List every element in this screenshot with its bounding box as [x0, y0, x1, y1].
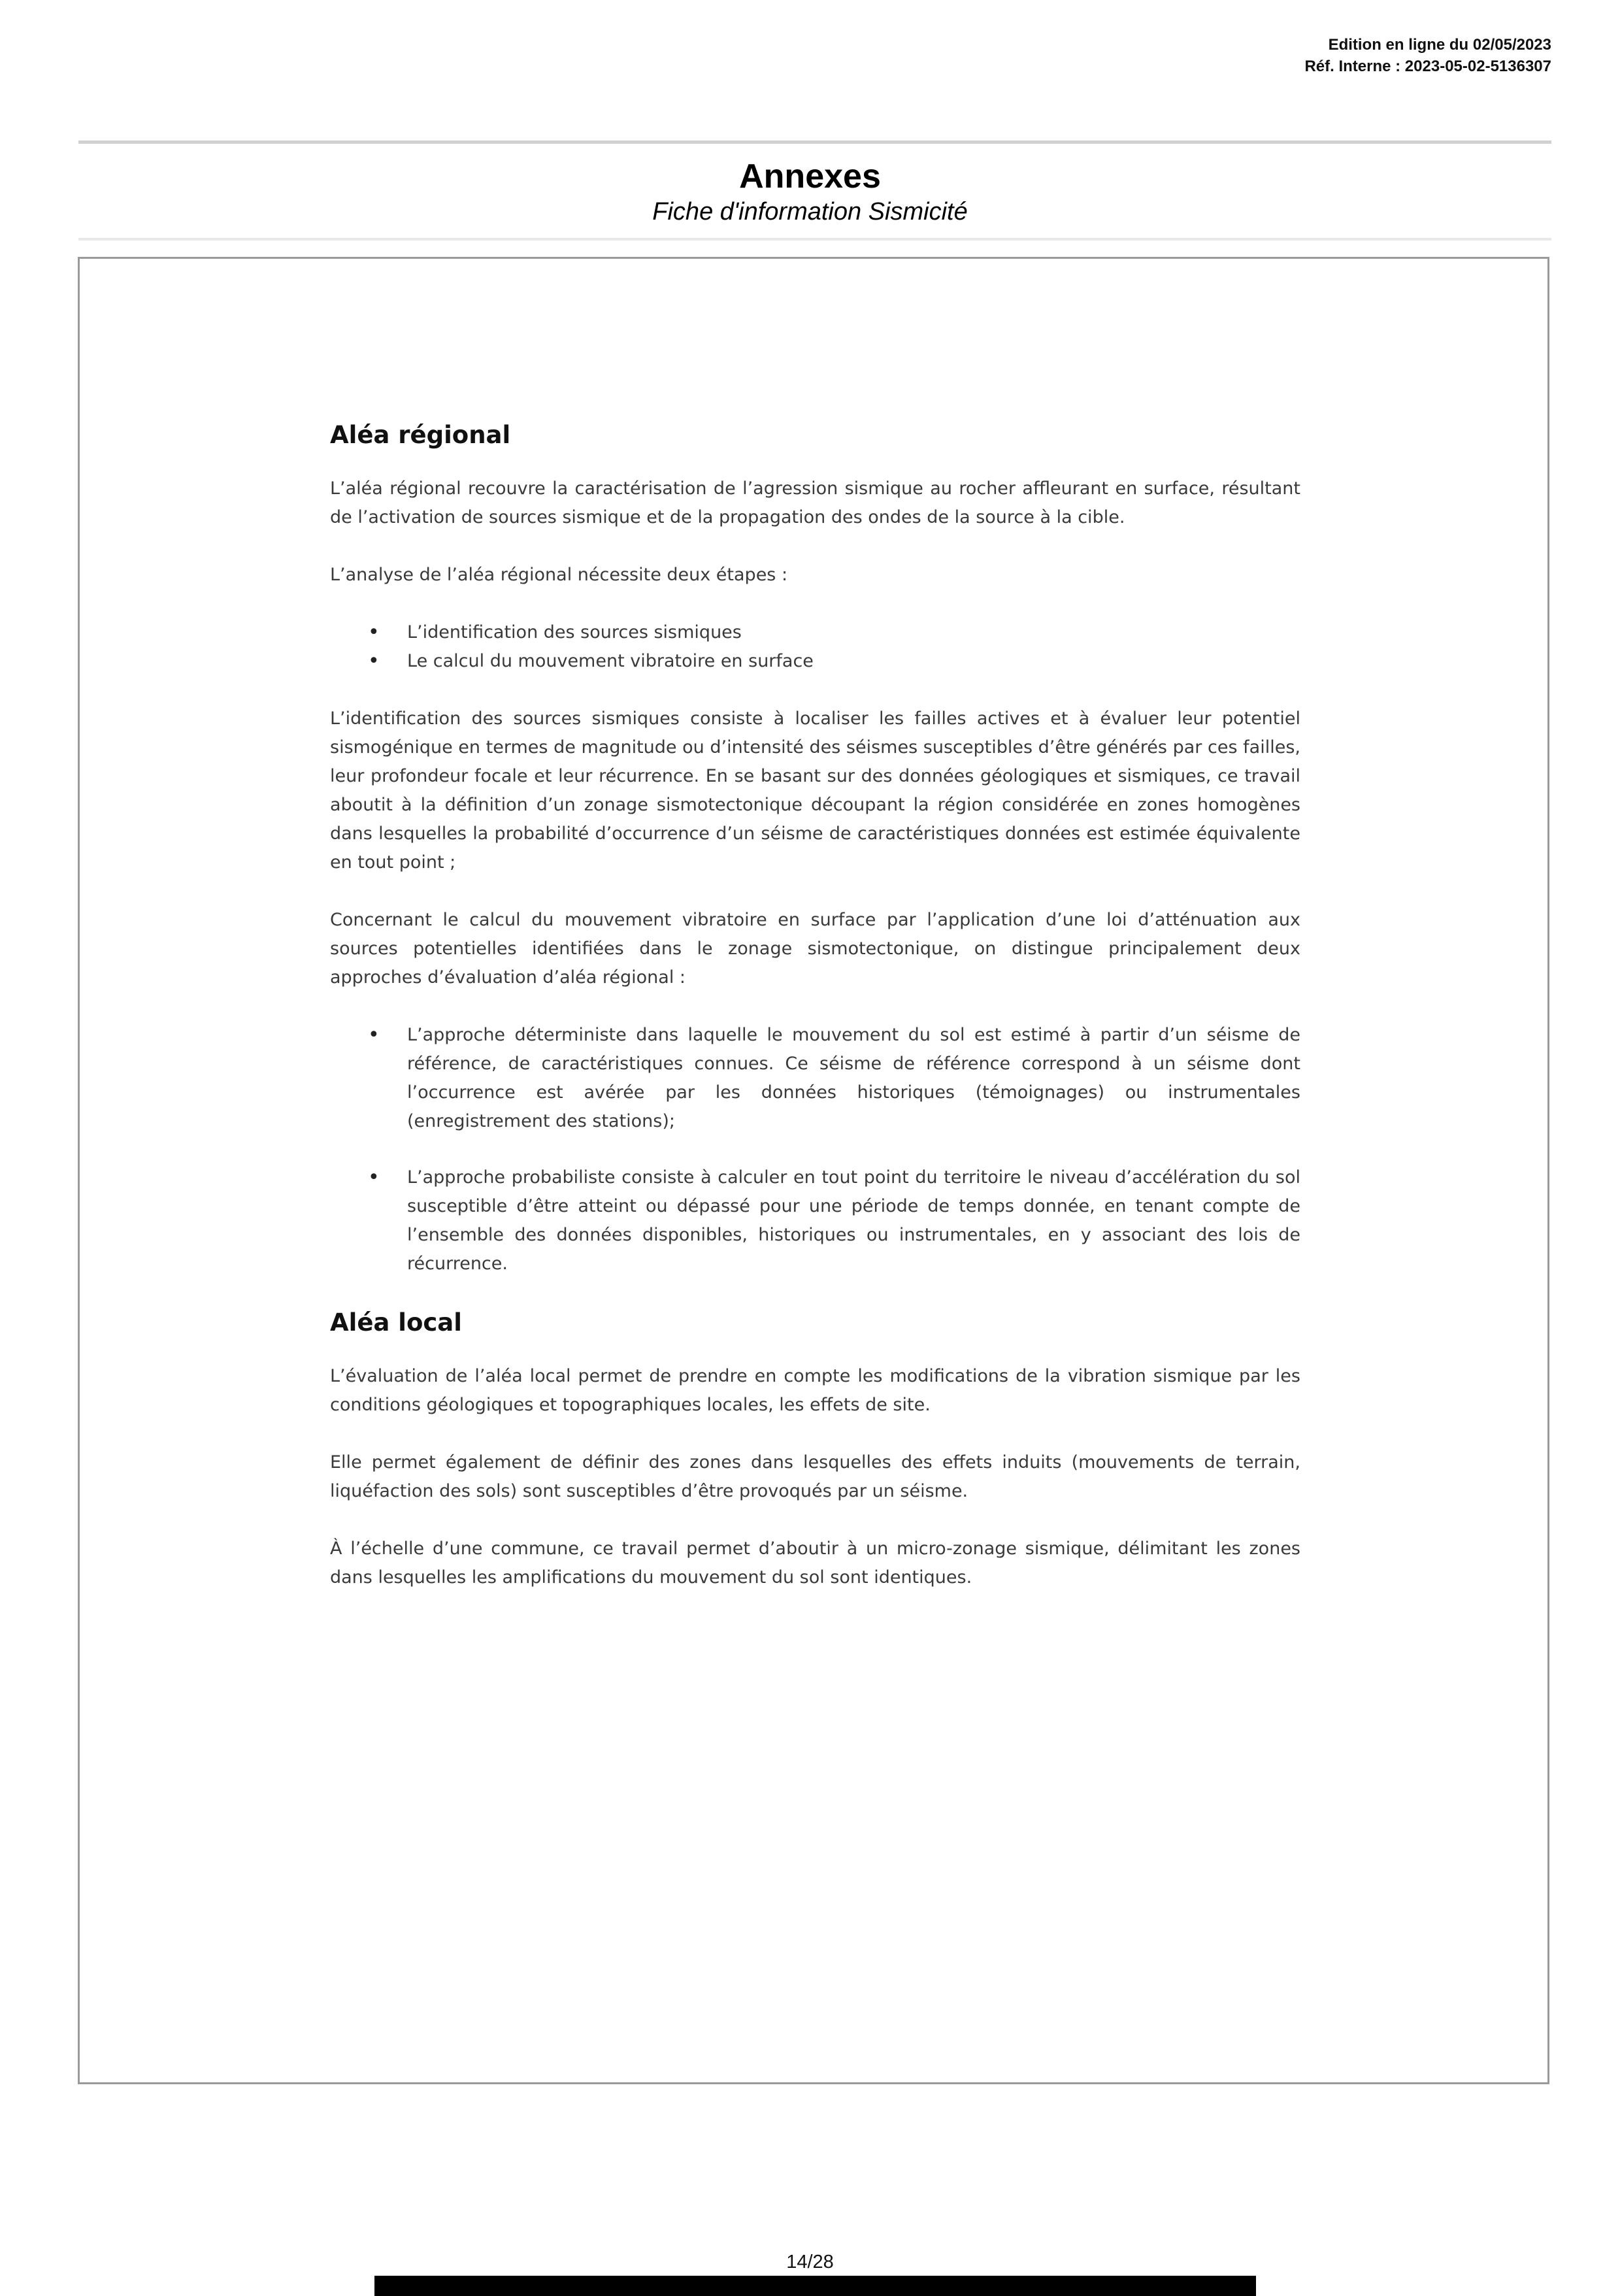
steps-list — [330, 618, 1300, 676]
page-title: Annexes — [739, 158, 881, 195]
list-item: • L’approche probabiliste consiste à calculer en tout point du territoire le niveau d’accélération du sol susceptible d’être atteint ou dépassé pour une période de temps donnée, en tenant compte de l’ensemble des données disponibles, historiques ou instrumentales, en y associant des lois de récurrence. — [407, 1163, 1300, 1278]
internal-reference: Réf. Interne : 2023-05-02-5136307 — [1304, 58, 1551, 75]
header-divider-bottom — [78, 238, 1551, 241]
section-heading-local: Aléa local — [330, 1308, 462, 1337]
paragraph: Concernant le calcul du mouvement vibratoire en surface par l’application d’une loi d’atténuation aux sources potentielles identifiées dans le zonage sismotectonique, on distingue principalement deux approches d’évaluation d’aléa régional : — [330, 910, 1300, 988]
list-item: • L’approche déterministe dans laquelle le mouvement du sol est estimé à partir d’un séisme de référence, de caractéristiques connues. Ce séisme de référence correspond à un séisme dont l’occurrence est avérée par les données historiques (témoignages) ou instrumentales (enregistrement des stations); — [407, 1021, 1300, 1136]
paragraph: À l’échelle d’une commune, ce travail permet d’aboutir à un micro-zonage sismique, délimitant les zones dans lesquelles les amplifications du mouvement du sol sont identiques. — [330, 1539, 1300, 1588]
paragraph: L’analyse de l’aléa régional nécessite deux étapes : — [330, 565, 788, 585]
paragraph: L’aléa régional recouvre la caractérisation de l’agression sismique au rocher affleurant en surface, résultant de l’activation de sources sismique et de la propagation des ondes de la source à la cible. — [330, 478, 1300, 527]
approaches-list — [330, 1021, 1300, 1278]
list-item: • Le calcul du mouvement vibratoire en surface — [407, 647, 1300, 676]
list-item: • L’identification des sources sismiques — [407, 618, 1300, 647]
footer-bar — [374, 2276, 1256, 2296]
header-divider-top — [78, 141, 1551, 144]
paragraph: Elle permet également de définir des zones dans lesquelles des effets induits (mouvements de terrain, liquéfaction des sols) sont susceptibles d’être provoqués par un séisme. — [330, 1452, 1300, 1501]
paragraph: L’identification des sources sismiques consiste à localiser les failles actives et à évaluer leur potentiel sismogénique en termes de magnitude ou d’intensité des séismes susceptibles d’être générés par ces failles, leur profondeur focale et leur récurrence. En se basant sur des données géologiques et sismiques, ce travail aboutit à la définition d’un zonage sismotectonique découpant la région considérée en zones homogènes dans lesquelles la probabilité d’occurrence d’un séisme de caractéristiques données est estimée équivalente en tout point ; — [330, 708, 1300, 873]
page-subtitle: Fiche d'information Sismicité — [652, 198, 968, 225]
document-meta — [1304, 34, 1551, 77]
document-body — [330, 418, 1300, 1621]
page-number: 14/28 — [786, 2252, 834, 2272]
edition-date: Edition en ligne du 02/05/2023 — [1328, 36, 1551, 54]
paragraph: L’évaluation de l’aléa local permet de prendre en compte les modifications de la vibration sismique par les conditions géologiques et topographiques locales, les effets de site. — [330, 1366, 1300, 1415]
section-heading-regional: Aléa régional — [330, 421, 511, 449]
